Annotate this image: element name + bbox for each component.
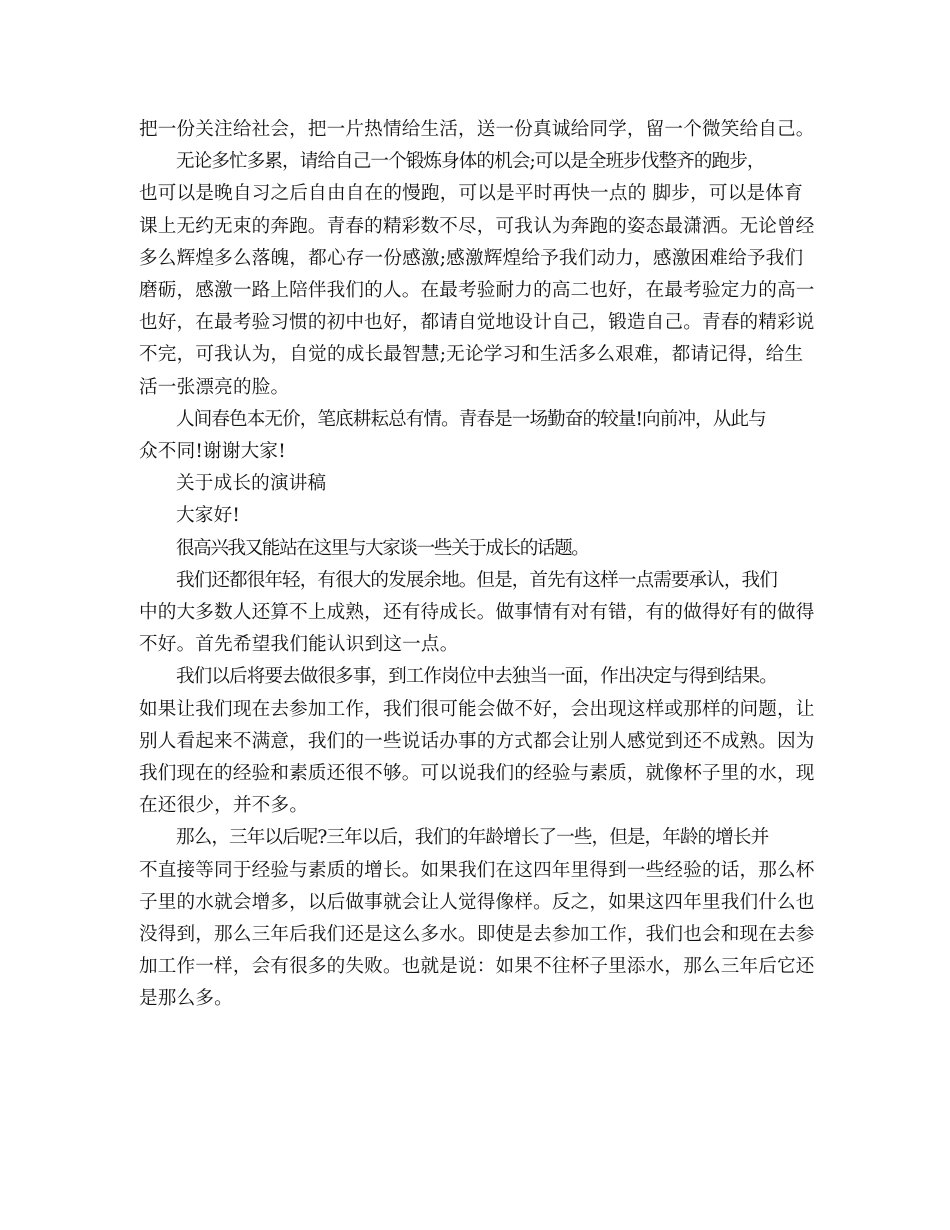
- text-line: 多么辉煌多么落魄，都心存一份感激;感激辉煌给予我们动力，感激困难给予我们: [139, 247, 804, 269]
- text-line: 是那么多。: [139, 988, 233, 1010]
- text-line: 活一张漂亮的脸。: [139, 376, 290, 398]
- text-line: 加工作一样，会有很多的失败。也就是说：如果不往杯子里添水，那么三年后它还: [139, 956, 815, 978]
- text-line: 人间春色本无价，笔底耕耘总有情。青春是一场勤奋的较量!向前冲，从此与: [176, 408, 766, 430]
- text-line: 如果让我们现在去参加工作，我们很可能会做不好，会出现这样或那样的问题，让: [139, 698, 815, 720]
- text-line: 别人看起来不满意，我们的一些说话办事的方式都会让别人感觉到还不成熟。因为: [139, 730, 815, 752]
- text-line: 课上无约无束的奔跑。青春的精彩数不尽，可我认为奔跑的姿态最潇洒。无论曾经: [139, 215, 815, 237]
- text-line: 那么，三年以后呢?三年以后，我们的年龄增长了一些，但是，年龄的增长并: [176, 827, 769, 849]
- document-body: [139, 114, 815, 1016]
- text-line: 也可以是晚自习之后自由自在的慢跑，可以是平时再快一点的 脚步，可以是体育: [139, 183, 803, 205]
- text-line: 无论多忙多累，请给自己一个锻炼身体的机会;可以是全班步伐整齐的跑步，: [176, 151, 765, 173]
- text-line: 不完，可我认为，自觉的成长最智慧;无论学习和生活多么艰难，都请记得，给生: [139, 344, 804, 366]
- text-line: 我们现在的经验和素质还很不够。可以说我们的经验与素质，就像杯子里的水，现: [139, 763, 815, 785]
- text-line: 中的大多数人还算不上成熟，还有待成长。做事情有对有错，有的做得好有的做得: [139, 602, 815, 624]
- text-line: 磨砺，感激一路上陪伴我们的人。在最考验耐力的高二也好，在最考验定力的高一: [139, 280, 815, 302]
- text-line: 在还很少，并不多。: [139, 795, 309, 817]
- text-line: 不好。首先希望我们能认识到这一点。: [139, 634, 459, 656]
- text-line: 子里的水就会增多，以后做事就会让人觉得像样。反之，如果这四年里我们什么也: [139, 891, 815, 913]
- text-line: 很高兴我又能站在这里与大家谈一些关于成长的话题。: [176, 537, 589, 559]
- text-line: 没得到，那么三年后我们还是这么多水。即使是去参加工作，我们也会和现在去参: [139, 924, 815, 946]
- text-line: 关于成长的演讲稿: [176, 473, 327, 495]
- text-line: 不直接等同于经验与素质的增长。如果我们在这四年里得到一些经验的话，那么杯: [139, 859, 815, 881]
- text-line: 我们以后将要去做很多事，到工作岗位中去独当一面，作出决定与得到结果。: [176, 666, 777, 688]
- text-line: 也好，在最考验习惯的初中也好，都请自觉地设计自己，锻造自己。青春的精彩说: [139, 312, 815, 334]
- text-line: 把一份关注给社会，把一片热情给生活，送一份真诚给同学，留一个微笑给自己。: [139, 119, 815, 140]
- text-line: 我们还都很年轻，有很大的发展余地。但是，首先有这样一点需要承认，我们: [176, 569, 777, 591]
- text-line: 众不同!谢谢大家!: [139, 441, 286, 463]
- text-line: 大家好!: [176, 505, 241, 527]
